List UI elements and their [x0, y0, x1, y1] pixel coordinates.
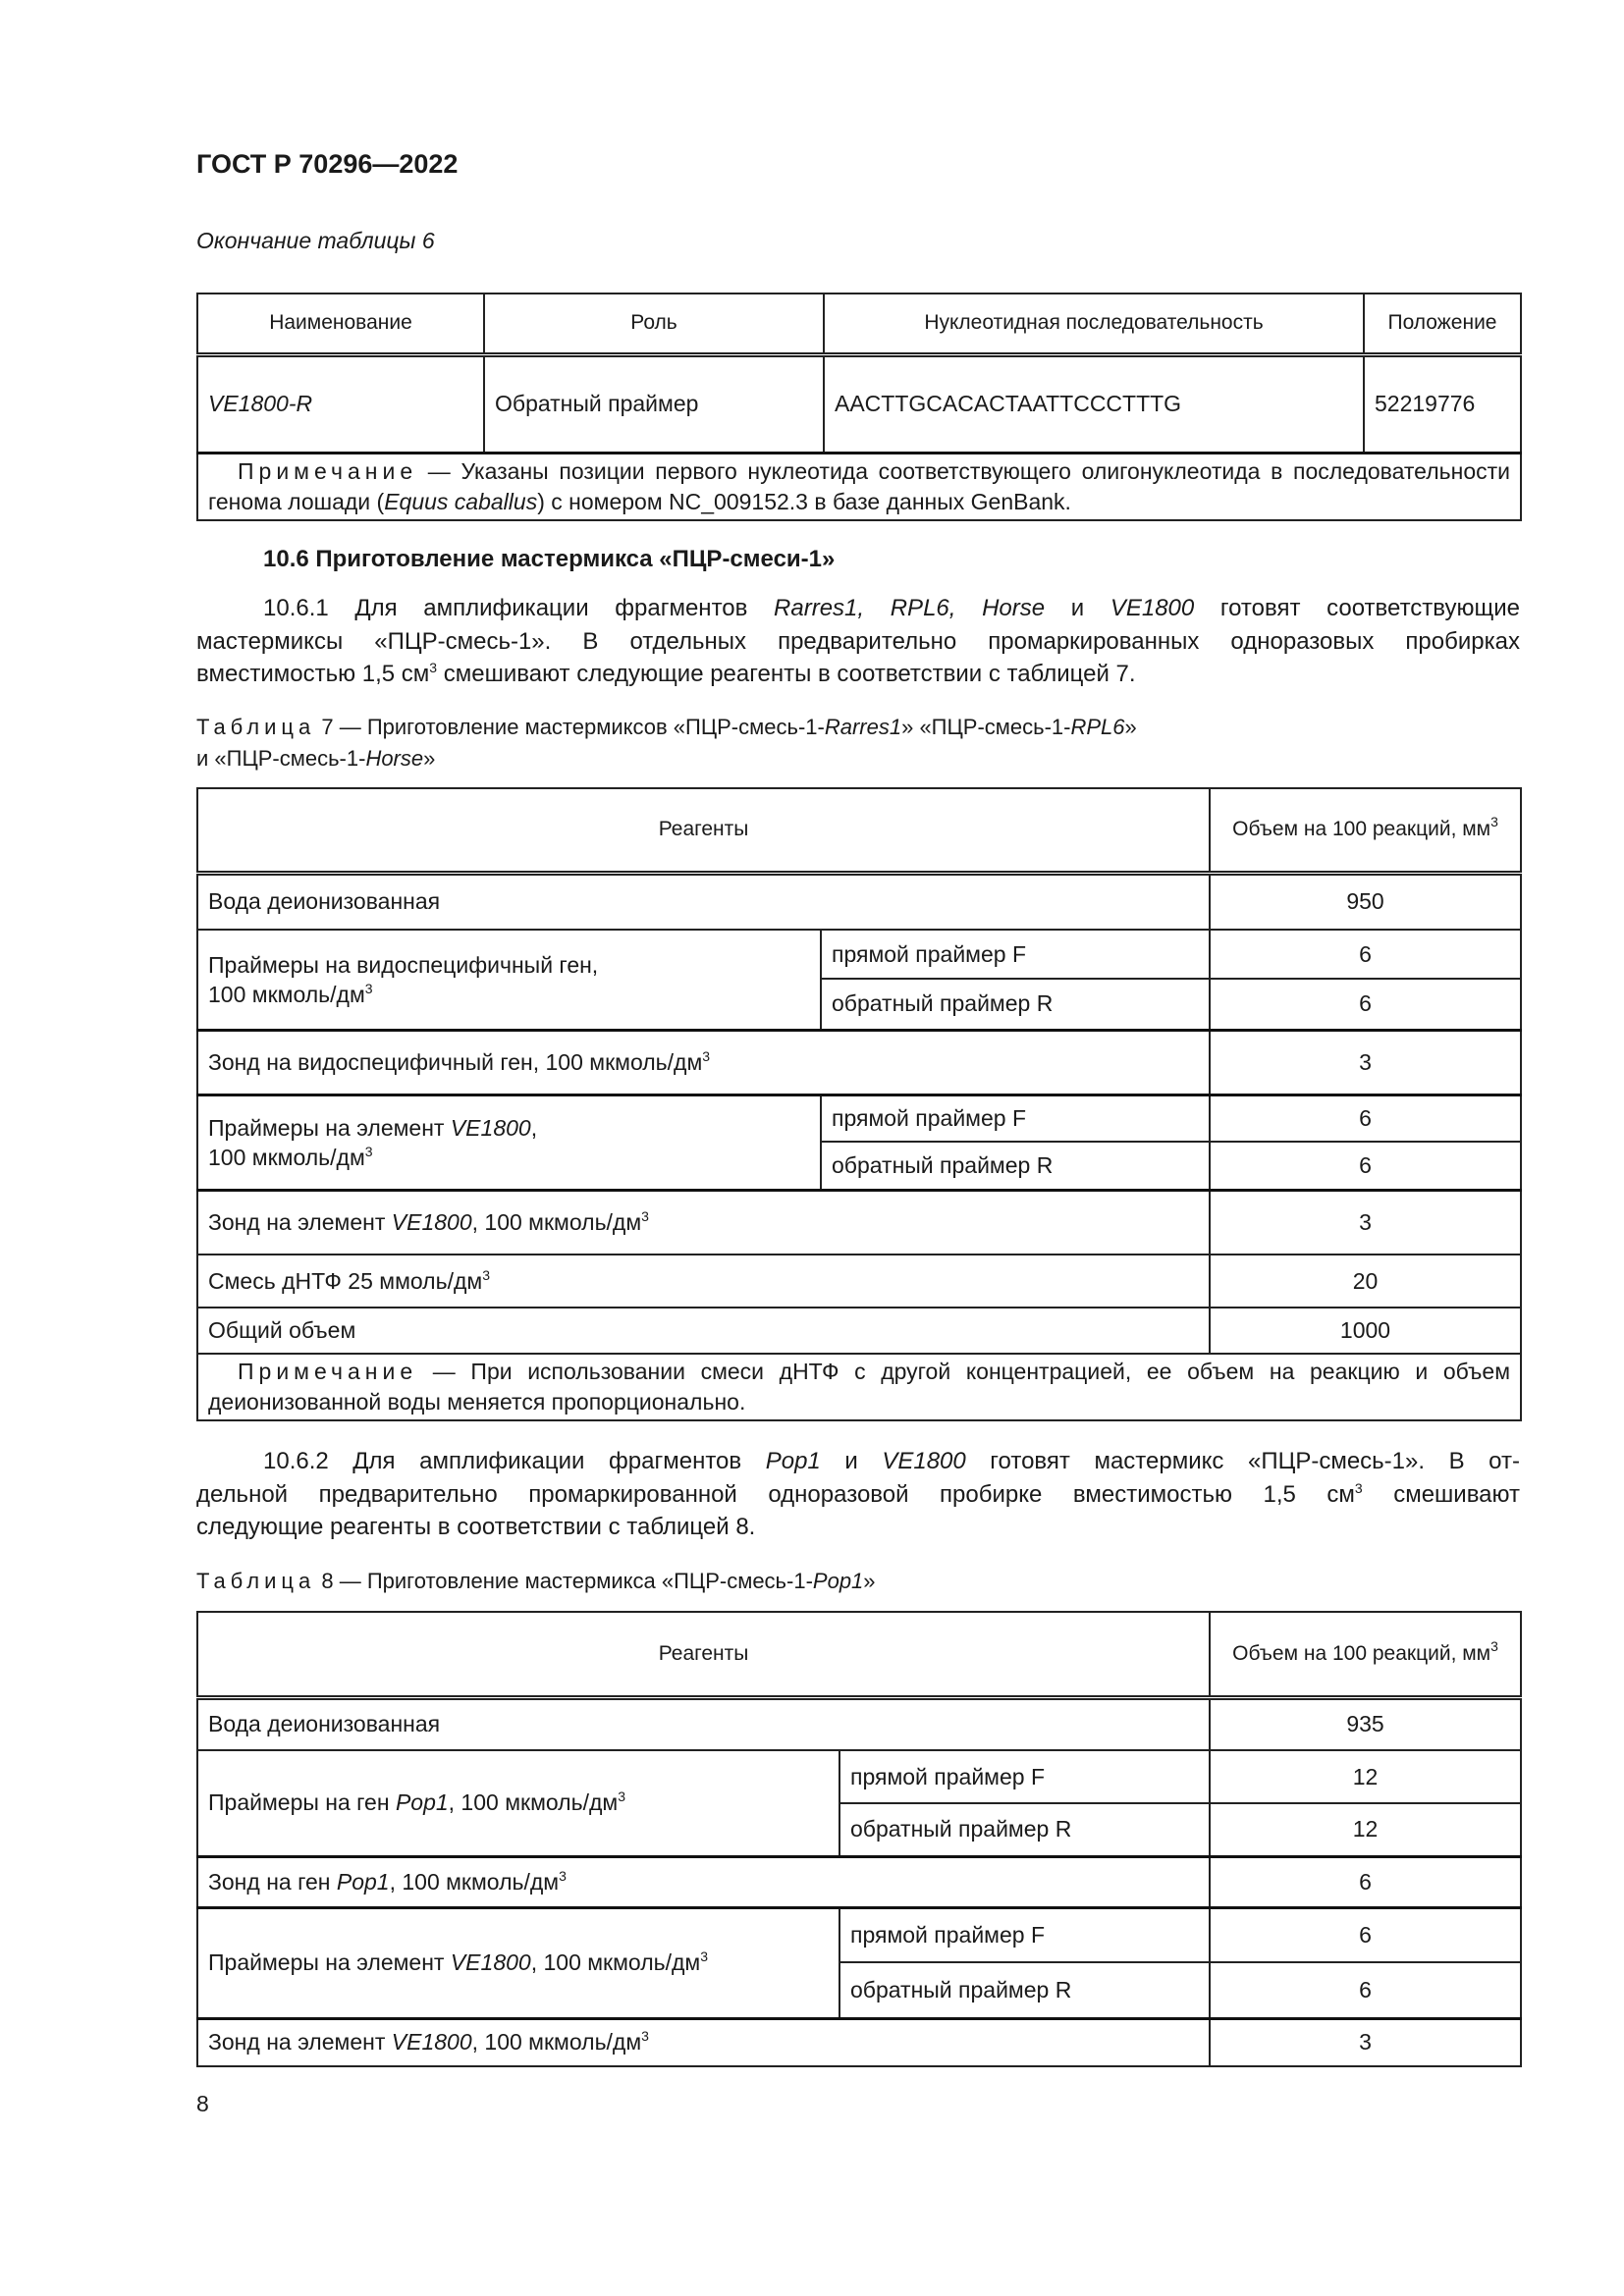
primer-sequence: AACTTGCACACTAATTCCCTTTG [824, 354, 1364, 453]
table-8-caption: Таблица 8 — Приготовление мастермикса «ПЦР-смесь-1-Pop1» [196, 1569, 876, 1593]
column-header: Реагенты [197, 1612, 1210, 1697]
table-row: обратный праймер R 6 [197, 1142, 1521, 1190]
table-note-row: Примечание — При использовании смеси дНТФ с другой концентрацией, ее объем на реакцию и объем деионизованной воды меняется пропорционально. [197, 1354, 1521, 1420]
table-row: Зонд на элемент VE1800, 100 мкмоль/$дм^3$ 3 [197, 2018, 1521, 2066]
column-header: Положение [1364, 294, 1521, 354]
table-row: Вода деионизованная 950 [197, 873, 1521, 930]
table-row: Общий объем 1000 [197, 1308, 1521, 1354]
table-7-caption: Таблица 7 — Приготовление мастермиксов «ПЦР-смесь-1-Rarres1» «ПЦР-смесь-1-RPL6» и «ПЦР-смесь-1-Horse» [196, 715, 1137, 771]
table-row: обратный праймер R 6 [197, 1962, 1521, 2018]
table-note-row: Примечание — Указаны позиции первого нуклеотида соответствующего олигонуклеотида в последовательности генома лошади (Equus caballus) с номером NC_009152.3 в базе данных GenBank. [197, 453, 1521, 520]
table-row: Зонд на элемент VE1800, 100 мкмоль/$дм^3$ 3 [197, 1190, 1521, 1255]
table-row: Праймеры на ген Pop1, 100 мкмоль/$дм^3$ прямой праймер F 12 [197, 1750, 1521, 1803]
table-row: Смесь дНТФ 25 ммоль/$дм^3$ 20 [197, 1255, 1521, 1308]
column-header: Нуклеотидная последовательность [824, 294, 1364, 354]
primer-role: Обратный праймер [484, 354, 824, 453]
table-row: Праймеры на видоспецифичный ген, 100 мкмоль/$дм^3$ прямой праймер F 6 [197, 930, 1521, 979]
primer-position: 52219776 [1364, 354, 1521, 453]
table-row: Вода деионизованная 935 [197, 1697, 1521, 1750]
column-header: Реагенты [197, 788, 1210, 873]
column-header: Наименование [197, 294, 484, 354]
table-8 [196, 1611, 1522, 2067]
paragraph-10-6-1: 10.6.1 Для амплификации фрагментов Rarres1, RPL6, Horse и VE1800 готовят соответствующие мастермиксы «ПЦР-смесь-1». В отдельных предварительно промаркированных одноразовых пробирках вместимостью 1,5 $см^3$ смешивают следующие реагенты в соответствии с таблицей 7. [196, 595, 1521, 687]
table-row: Зонд на ген Pop1, 100 мкмоль/$дм^3$ 6 [197, 1856, 1521, 1907]
table-6 [196, 293, 1522, 521]
table-row [197, 354, 1521, 453]
table-row: Праймеры на элемент VE1800, 100 мкмоль/$дм^3$ прямой праймер F 6 [197, 1095, 1521, 1142]
document-id: ГОСТ Р 70296—2022 [196, 149, 459, 179]
table-continuation-label: Окончание таблицы 6 [196, 228, 435, 253]
table-row: обратный праймер R 12 [197, 1803, 1521, 1856]
column-header: Объем на 100 реакций, $мм^3$ [1210, 788, 1521, 873]
note-label: Примечание [238, 457, 418, 484]
column-header: Объем на 100 реакций, $мм^3$ [1210, 1612, 1521, 1697]
table-7 [196, 787, 1522, 1421]
primer-name: VE1800-R [208, 391, 313, 416]
table-row: Праймеры на элемент VE1800, 100 мкмоль/$дм^3$ прямой праймер F 6 [197, 1907, 1521, 1962]
page-number: 8 [196, 2091, 209, 2116]
section-heading: 10.6 Приготовление мастермикса «ПЦР-смеси-1» [263, 546, 836, 572]
paragraph-10-6-2: 10.6.2 Для амплификации фрагментов Pop1 и VE1800 готовят мастермикс «ПЦР-смесь-1». В от- дельной предварительно промаркированной одноразовой пробирке вместимостью 1,5 $см^3$ смешивают следующие реагенты в соответствии с таблицей 8. [196, 1448, 1520, 1540]
column-header: Роль [484, 294, 824, 354]
table-row: обратный праймер R 6 [197, 979, 1521, 1030]
table-row: Зонд на видоспецифичный ген, 100 мкмоль/$дм^3$ 3 [197, 1030, 1521, 1095]
